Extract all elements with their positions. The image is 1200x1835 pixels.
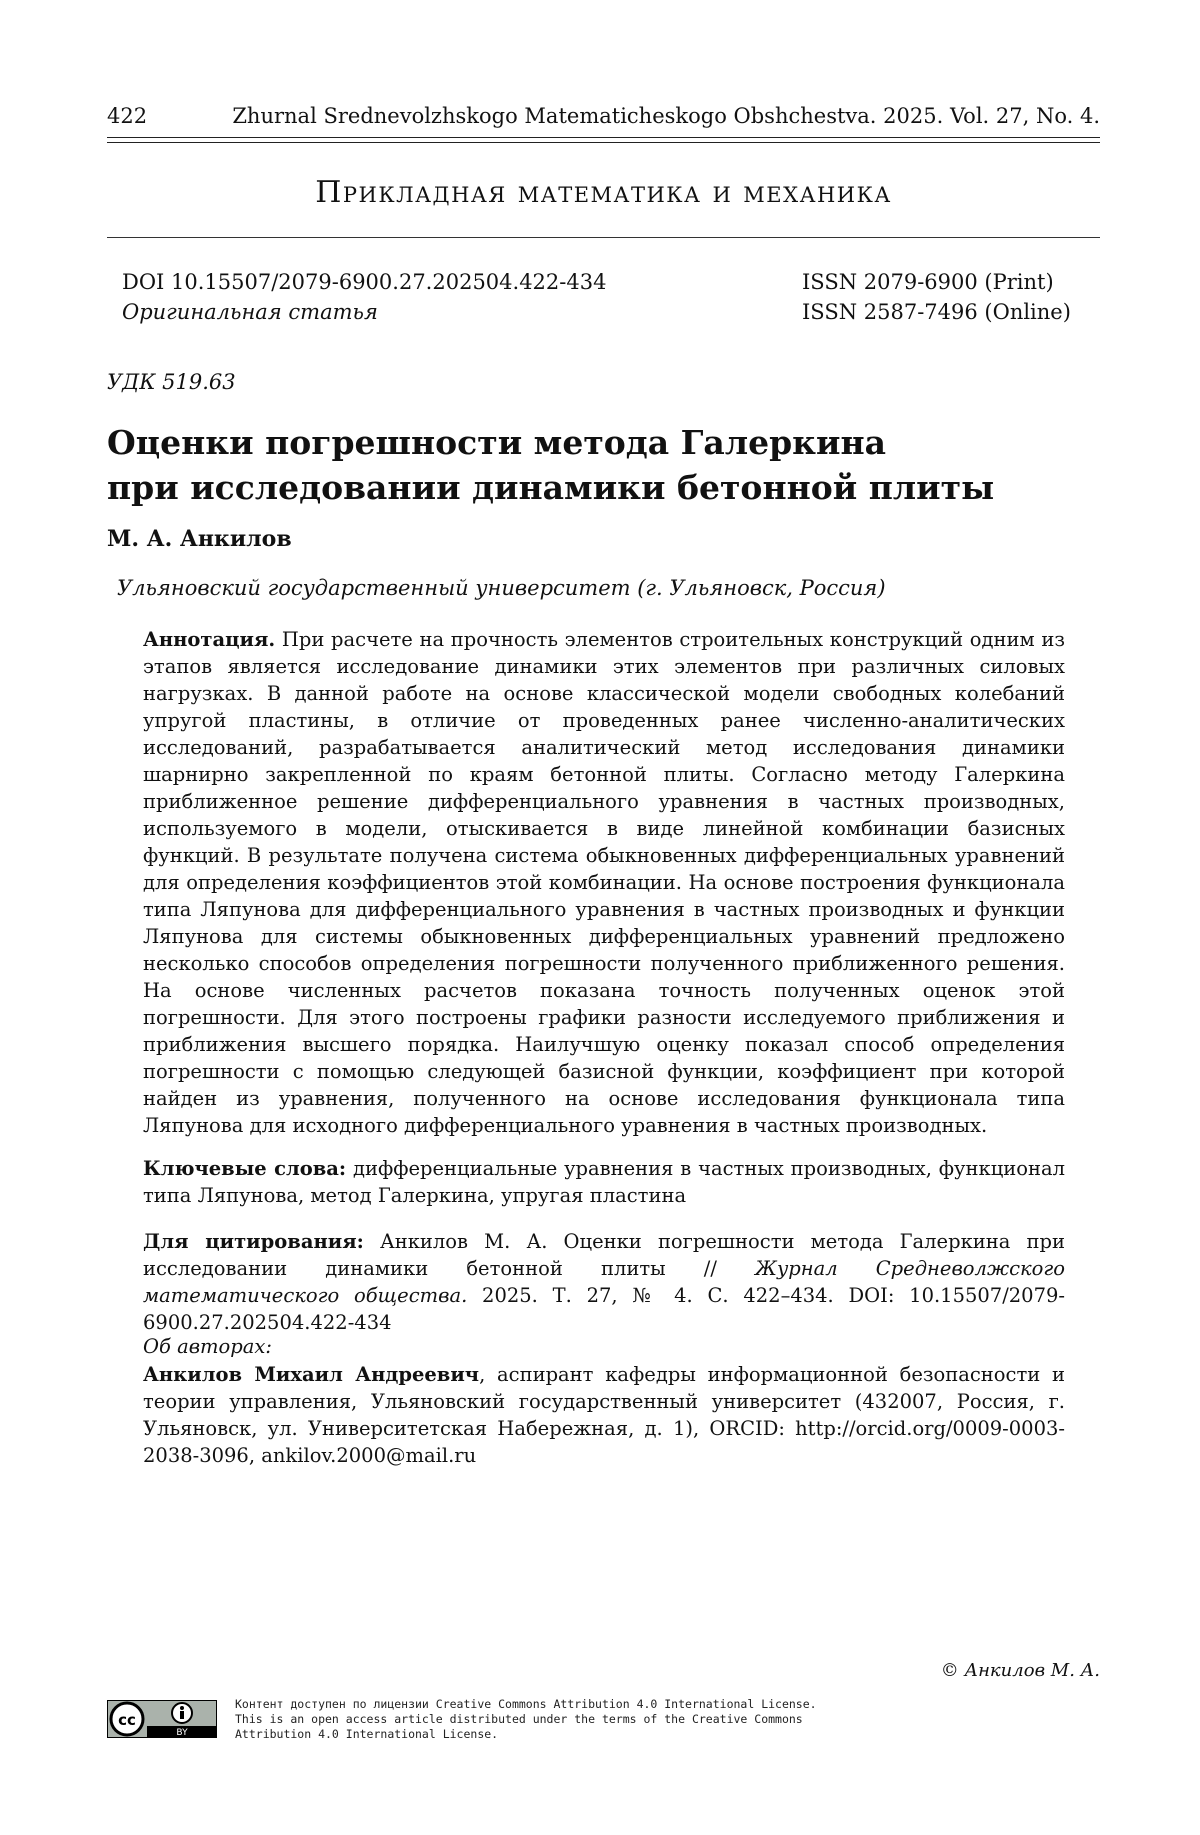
license-line: Attribution 4.0 International License. (235, 1727, 499, 1741)
citation (143, 1228, 1065, 1336)
keywords-label: Ключевые слова: (143, 1157, 347, 1180)
about-authors (143, 1361, 1065, 1469)
copyright: © Анкилов М. А. (940, 1660, 1100, 1681)
doi: DOI 10.15507/2079-6900.27.202504.422-434 (122, 270, 607, 294)
article-type: Оригинальная статья (122, 300, 378, 324)
page-number: 422 (107, 104, 148, 128)
license-line: This is an open access article distributed under the terms of the Creative Commons (235, 1712, 803, 1726)
header-rule-bottom (107, 142, 1100, 143)
author-name: Анкилов Михаил Андреевич (143, 1363, 480, 1386)
title-line: при исследовании динамики бетонной плиты (107, 468, 995, 507)
citation-label: Для цитирования: (143, 1230, 364, 1253)
affiliation: Ульяновский государственный университет (г. Ульяновск, Россия) (117, 576, 886, 600)
journal-running-title: Zhurnal Srednevolzhskogo Matematicheskogo Obshchestva. 2025. Vol. 27, No. 4. (232, 104, 1100, 128)
abstract-label: Аннотация. (143, 628, 276, 651)
license-line: Контент доступен по лицензии Creative Commons Attribution 4.0 International License. (235, 1697, 817, 1711)
abstract-text: При расчете на прочность элементов строительных конструкций одним из этапов является исследование динамики этих элементов при различных силовых нагрузках. В данной работе на основе классической модели свободных колебаний упругой пластины, в отличие от проведенных ранее численно-аналитических исследований, разрабатывается аналитический метод исследования динамики шарнирно закрепленной по краям бетонной плиты. Согласно методу Галеркина приближенное решение дифференциального уравнения в частных производных, используемого в модели, отыскивается в виде линейной комбинации базисных функций. В результате получена система обыкновенных дифференциальных уравнений для определения коэффициентов этой комбинации. На основе построения функционала типа Ляпунова для дифференциального уравнения в частных производных и функции Ляпунова для системы обыкновенных дифференциальных уравнений предложено несколько способов определения погрешности полученного приближенного решения. На основе численных расчетов показана точность полученных оценок этой погрешности. Для этого построены графики разности исследуемого приближения и приближения высшего порядка. Наилучшую оценку показал способ определения погрешности с помощью следующей базисной функции, коэффициент при которой найден из уравнения, полученного на основе исследования функционала типа Ляпунова для исходного дифференциального уравнения в частных производных. (143, 628, 1065, 1137)
article-title (107, 420, 1107, 510)
citation-journal: Журнал Средневолжского математического общества. (143, 1257, 1066, 1307)
abstract (143, 626, 1065, 1139)
about-authors-heading: Об авторах: (143, 1335, 272, 1358)
udc: УДК 519.63 (107, 370, 236, 394)
section-rule (107, 237, 1100, 238)
title-line: Оценки погрешности метода Галеркина (107, 423, 886, 462)
issn-online: ISSN 2587-7496 (Online) (802, 300, 1071, 324)
citation-text-after: 2025. Т. 27, № 4. С. 422–434. DOI: 10.15507/2079-6900.27.202504.422-434 (143, 1284, 1065, 1334)
cc-label: cc (118, 1711, 136, 1729)
keywords-text: дифференциальные уравнения в частных производных, функционал типа Ляпунова, метод Галеркина, упругая пластина (143, 1157, 1065, 1207)
header-rule-top (107, 137, 1100, 138)
authors: М. А. Анкилов (107, 526, 292, 552)
cc-by-badge-icon (107, 1700, 217, 1738)
author-details: , аспирант кафедры информационной безопасности и теории управления, Ульяновский государственный университет (432007, Россия, г. Ульяновск, ул. Университетская Набережная, д. 1), ORCID: http://orcid.org/0009-0003-2038-3096, ankilov.2000@mail.ru (143, 1363, 1065, 1467)
keywords (143, 1155, 1065, 1209)
section-title: Прикладная математика и механика (315, 175, 892, 210)
license-text (235, 1697, 935, 1742)
issn-print: ISSN 2079-6900 (Print) (802, 270, 1054, 294)
by-label: BY (176, 1728, 188, 1738)
citation-text: Анкилов М. А. Оценки погрешности метода Галеркина при исследовании динамики бетонной плиты // (143, 1230, 1065, 1280)
